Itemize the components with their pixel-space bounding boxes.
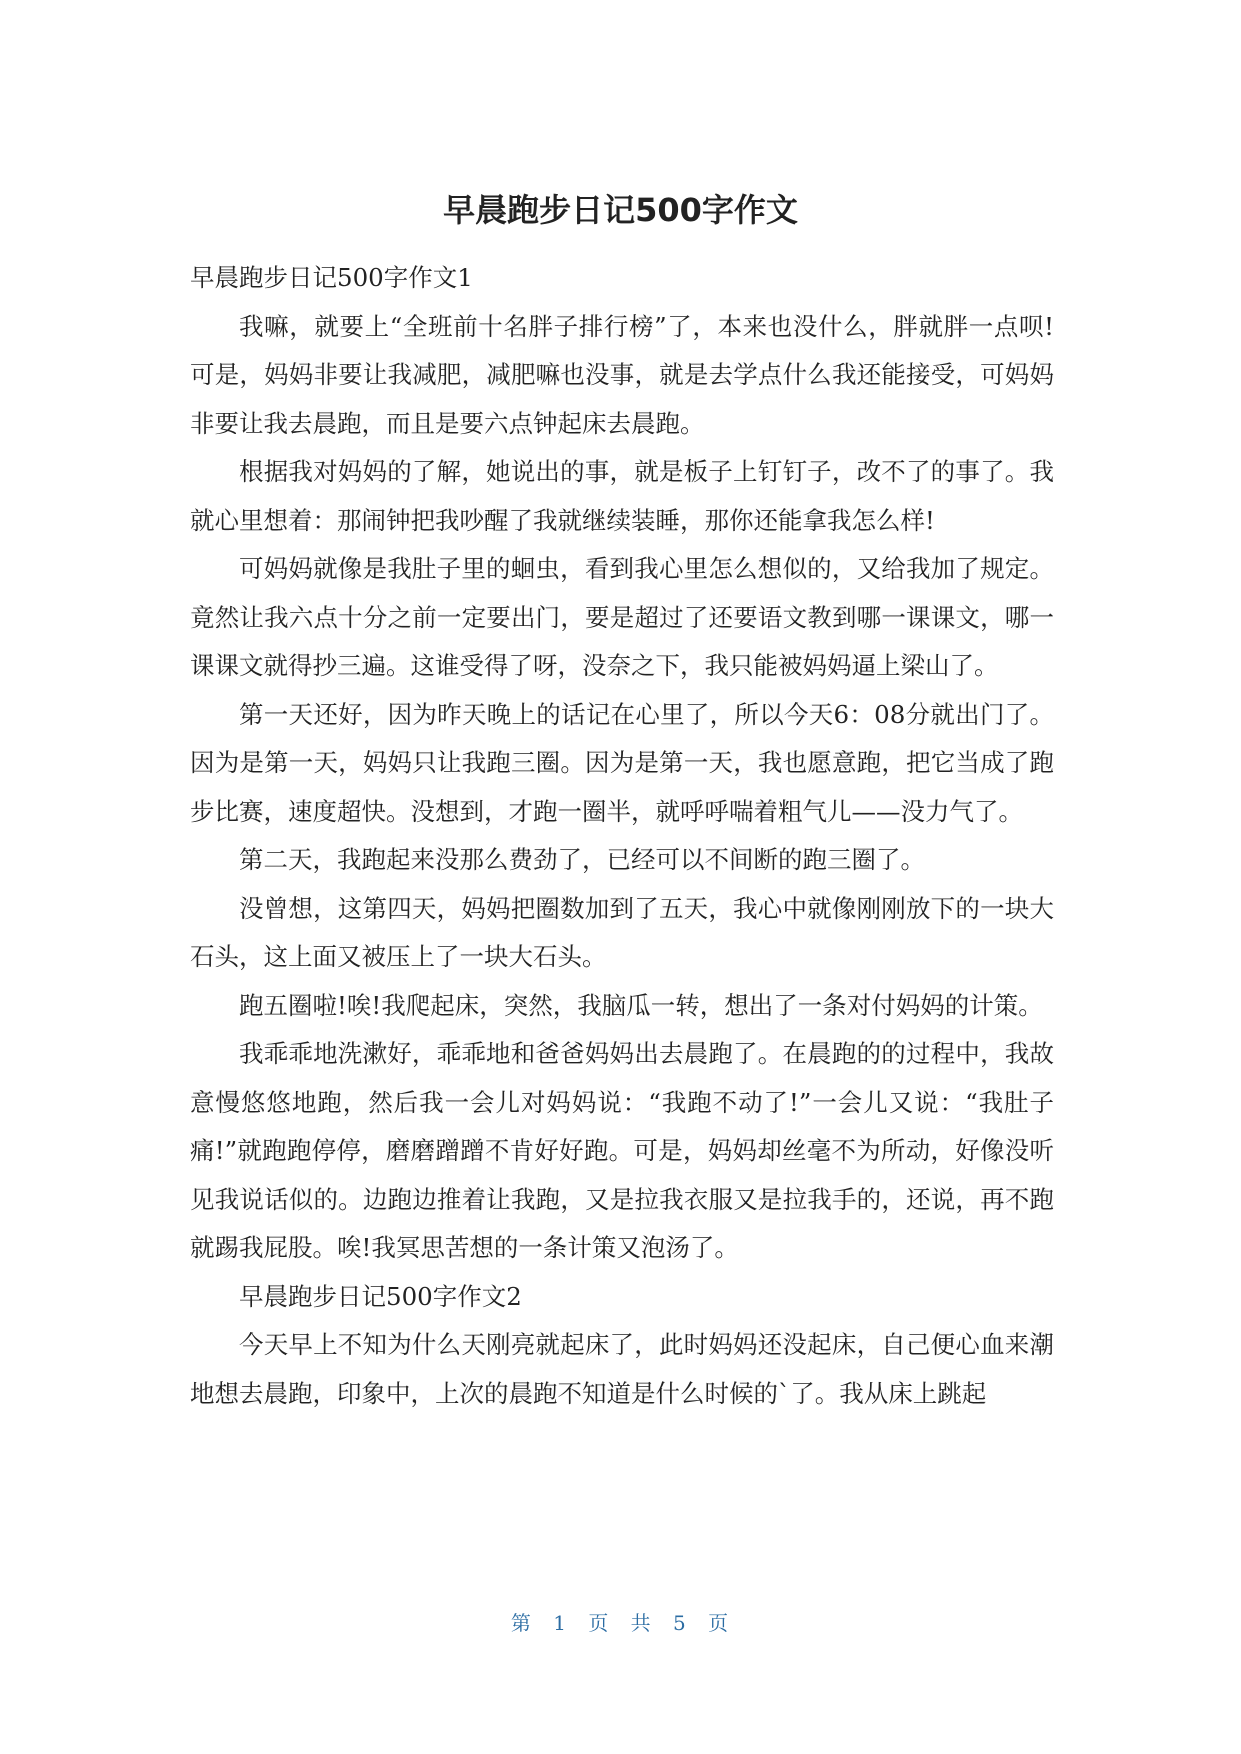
document-body	[190, 254, 1054, 1418]
paragraph: 没曾想，这第四天，妈妈把圈数加到了五天，我心中就像刚刚放下的一块大石头，这上面又被压上了一块大石头。	[190, 893, 1054, 971]
section-heading-2: 早晨跑步日记500字作文2	[239, 1281, 522, 1311]
paragraph: 根据我对妈妈的了解，她说出的事，就是板子上钉钉子，改不了的事了。我就心里想着：那闹钟把我吵醒了我就继续装睡，那你还能拿我怎么样!	[190, 457, 1054, 535]
paragraph: 第二天，我跑起来没那么费劲了，已经可以不间断的跑三圈了。	[239, 845, 925, 874]
paragraph: 今天早上不知为什么天刚亮就起床了，此时妈妈还没起床，自己便心血来潮地想去晨跑，印象中，上次的晨跑不知道是什么时候的`了。我从床上跳起	[190, 1330, 1054, 1408]
paragraph: 跑五圈啦!唉!我爬起床，突然，我脑瓜一转，想出了一条对付妈妈的计策。	[239, 990, 1043, 1020]
document-title: 早晨跑步日记500字作文	[443, 191, 798, 229]
page-number-footer: 第 1 页 共 5 页	[510, 1611, 731, 1635]
section-heading-1: 早晨跑步日记500字作文1	[190, 263, 473, 292]
paragraph: 可妈妈就像是我肚子里的蛔虫，看到我心里怎么想似的，又给我加了规定。竟然让我六点十分之前一定要出门，要是超过了还要语文教到哪一课课文，哪一课课文就得抄三遍。这谁受得了呀，没奈之下，我只能被妈妈逼上梁山了。	[190, 554, 1054, 680]
paragraph: 第一天还好，因为昨天晚上的话记在心里了，所以今天6：08分就出门了。因为是第一天，妈妈只让我跑三圈。因为是第一天，我也愿意跑，把它当成了跑步比赛，速度超快。没想到，才跑一圈半，就呼呼喘着粗气儿——没力气了。	[190, 699, 1054, 826]
paragraph: 我嘛，就要上“全班前十名胖子排行榜”了，本来也没什么，胖就胖一点呗!可是，妈妈非要让我减肥，减肥嘛也没事，就是去学点什么我还能接受，可妈妈非要让我去晨跑，而且是要六点钟起床去晨跑。	[190, 311, 1054, 438]
paragraph: 我乖乖地洗漱好，乖乖地和爸爸妈妈出去晨跑了。在晨跑的的过程中，我故意慢悠悠地跑，然后我一会儿对妈妈说：“我跑不动了!”一会儿又说：“我肚子痛!”就跑跑停停，磨磨蹭蹭不肯好好跑。可是，妈妈却丝毫不为所动，好像没听见我说话似的。边跑边推着让我跑，又是拉我衣服又是拉我手的，还说，再不跑就踢我屁股。唉!我冥思苦想的一条计策又泡汤了。	[190, 1039, 1054, 1262]
